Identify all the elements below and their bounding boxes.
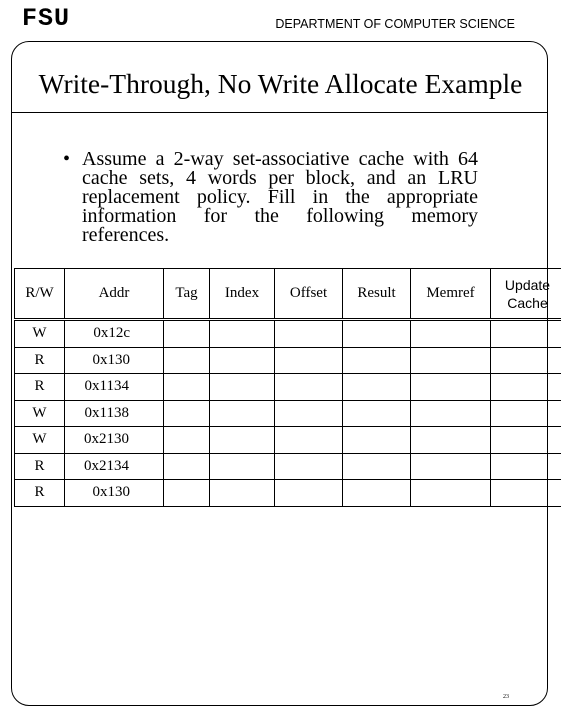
cell-addr: 0x12c <box>65 320 164 348</box>
header-memref: Memref <box>411 269 491 320</box>
cell-index <box>210 480 275 507</box>
cell-rw: W <box>15 400 65 427</box>
cell-tag <box>164 320 210 348</box>
cache-reference-table <box>14 268 561 507</box>
fsu-logo: FSU <box>22 4 71 33</box>
cell-result <box>343 480 411 507</box>
cell-result <box>343 320 411 348</box>
cell-update <box>491 374 561 401</box>
cell-addr: 0x130 <box>65 347 164 374</box>
table-header-row <box>15 269 561 320</box>
cell-index <box>210 320 275 348</box>
cell-tag <box>164 400 210 427</box>
table-row <box>15 480 561 507</box>
table-row <box>15 374 561 401</box>
cell-result <box>343 427 411 454</box>
cell-update <box>491 347 561 374</box>
cell-update <box>491 427 561 454</box>
cell-rw: R <box>15 374 65 401</box>
table-row <box>15 320 561 348</box>
cell-offset <box>275 427 343 454</box>
cell-tag <box>164 480 210 507</box>
bullet-text: Assume a 2-way set-associative cache with 64 cache sets, 4 words per block, and an LRU replacement policy. Fill in the appropriate information for the following memory references. <box>82 148 478 246</box>
cell-memref <box>411 453 491 480</box>
cell-index <box>210 453 275 480</box>
cell-addr: 0x2130 <box>65 427 164 454</box>
header-tag: Tag <box>164 269 210 320</box>
department-name: DEPARTMENT OF COMPUTER SCIENCE <box>275 17 515 31</box>
title-divider <box>11 112 548 113</box>
cell-index <box>210 427 275 454</box>
table-row <box>15 347 561 374</box>
cell-rw: W <box>15 427 65 454</box>
cell-offset <box>275 400 343 427</box>
page-number: 23 <box>503 694 509 700</box>
slide-title: Write-Through, No Write Allocate Example <box>38 68 523 99</box>
cell-update <box>491 480 561 507</box>
cell-rw: R <box>15 347 65 374</box>
cell-addr: 0x2134 <box>65 453 164 480</box>
cell-tag <box>164 453 210 480</box>
cell-offset <box>275 453 343 480</box>
cell-update <box>491 453 561 480</box>
cell-result <box>343 374 411 401</box>
cell-index <box>210 374 275 401</box>
header-result: Result <box>343 269 411 320</box>
cell-memref <box>411 374 491 401</box>
cell-update <box>491 320 561 348</box>
cell-result <box>343 347 411 374</box>
table-body <box>15 320 561 507</box>
cell-offset <box>275 347 343 374</box>
cell-memref <box>411 347 491 374</box>
header-rw: R/W <box>15 269 65 320</box>
header-update-cache <box>491 269 561 320</box>
table-row <box>15 400 561 427</box>
cell-index <box>210 400 275 427</box>
cell-offset <box>275 320 343 348</box>
cell-memref <box>411 427 491 454</box>
header-offset: Offset <box>275 269 343 320</box>
cell-tag <box>164 427 210 454</box>
cell-update <box>491 400 561 427</box>
header-addr: Addr <box>65 269 164 320</box>
table-row <box>15 427 561 454</box>
cell-rw: W <box>15 320 65 348</box>
bullet-icon: • <box>63 148 71 170</box>
cell-offset <box>275 480 343 507</box>
header-update-line2: Cache <box>507 294 548 311</box>
table-row <box>15 453 561 480</box>
cell-addr: 0x130 <box>65 480 164 507</box>
cell-index <box>210 347 275 374</box>
cell-memref <box>411 320 491 348</box>
header-index: Index <box>210 269 275 320</box>
cell-tag <box>164 374 210 401</box>
cell-memref <box>411 480 491 507</box>
cell-offset <box>275 374 343 401</box>
cell-addr: 0x1134 <box>65 374 164 401</box>
cell-result <box>343 453 411 480</box>
cell-addr: 0x1138 <box>65 400 164 427</box>
cell-tag <box>164 347 210 374</box>
cell-rw: R <box>15 453 65 480</box>
cell-result <box>343 400 411 427</box>
cell-memref <box>411 400 491 427</box>
header-update-line1: Update <box>504 276 551 293</box>
cell-rw: R <box>15 480 65 507</box>
